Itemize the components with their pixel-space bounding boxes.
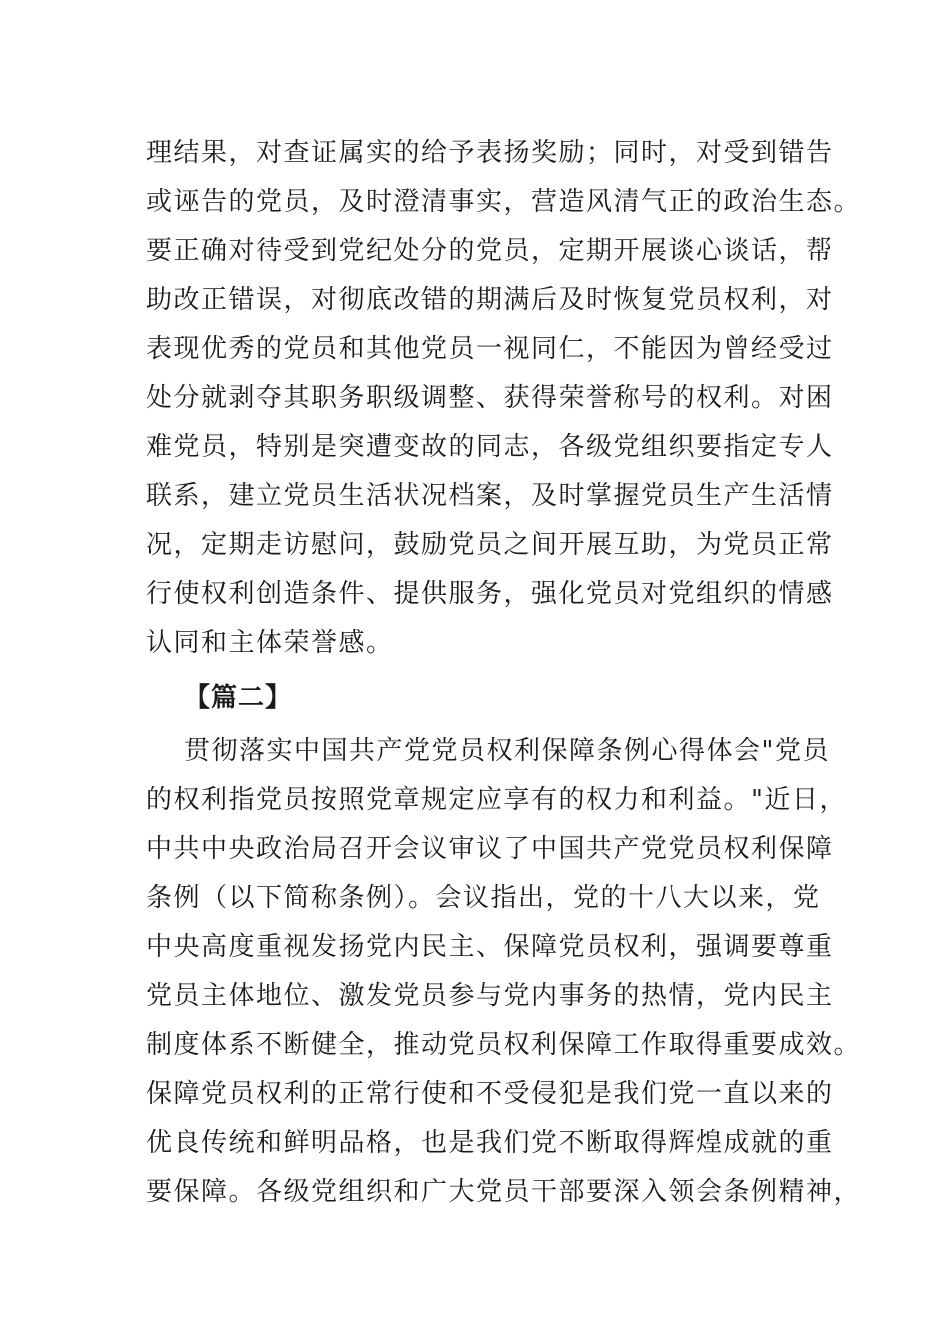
paragraph-line: 的权利指党员按照党章规定应享有的权力和利益。"近日， xyxy=(146,785,847,815)
paragraph-line: 或诬告的党员，及时澄清事实，营造风清气正的政治生态。 xyxy=(146,187,862,217)
paragraph-line: 难党员，特别是突遭变故的同志，各级党组织要指定专人 xyxy=(146,432,834,462)
paragraph-line: 处分就剥夺其职务职级调整、获得荣誉称号的权利。对困 xyxy=(146,383,834,413)
paragraph-line: 要保障。各级党组织和广大党员干部要深入领会条例精神， xyxy=(146,1177,862,1207)
paragraph-line: 保障党员权利的正常行使和不受侵犯是我们党一直以来的 xyxy=(146,1079,834,1109)
paragraph-line: 优良传统和鲜明品格，也是我们党不断取得辉煌成就的重 xyxy=(146,1128,834,1158)
paragraph-line: 条例（以下简称条例）。会议指出，党的十八大以来，党 xyxy=(146,883,821,913)
paragraph-line: 况，定期走访慰问，鼓励党员之间开展互助，为党员正常 xyxy=(146,530,834,560)
paragraph-line: 党员主体地位、激发党员参与党内事务的热情，党内民主 xyxy=(146,981,834,1011)
paragraph-line: 认同和主体荣誉感。 xyxy=(146,628,394,658)
paragraph-line: 联系，建立党员生活状况档案，及时掌握党员生产生活情 xyxy=(146,481,834,511)
paragraph-line: 贯彻落实中国共产党党员权利保障条例心得体会"党员 xyxy=(184,736,830,766)
section-heading: 【篇二】 xyxy=(184,683,293,713)
paragraph-line: 中央高度重视发扬党内民主、保障党员权利，强调要尊重 xyxy=(146,932,834,962)
paragraph-line: 表现优秀的党员和其他党员一视同仁，不能因为曾经受过 xyxy=(146,334,834,364)
paragraph-line: 行使权利创造条件、提供服务，强化党员对党组织的情感 xyxy=(146,579,834,609)
paragraph-line: 要正确对待受到党纪处分的党员，定期开展谈心谈话，帮 xyxy=(146,236,834,266)
paragraph-line: 中共中央政治局召开会议审议了中国共产党党员权利保障 xyxy=(146,834,834,864)
paragraph-line: 理结果，对查证属实的给予表扬奖励；同时，对受到错告 xyxy=(146,138,834,168)
paragraph-line: 制度体系不断健全，推动党员权利保障工作取得重要成效。 xyxy=(146,1030,862,1060)
paragraph-line: 助改正错误，对彻底改错的期满后及时恢复党员权利，对 xyxy=(146,285,834,315)
